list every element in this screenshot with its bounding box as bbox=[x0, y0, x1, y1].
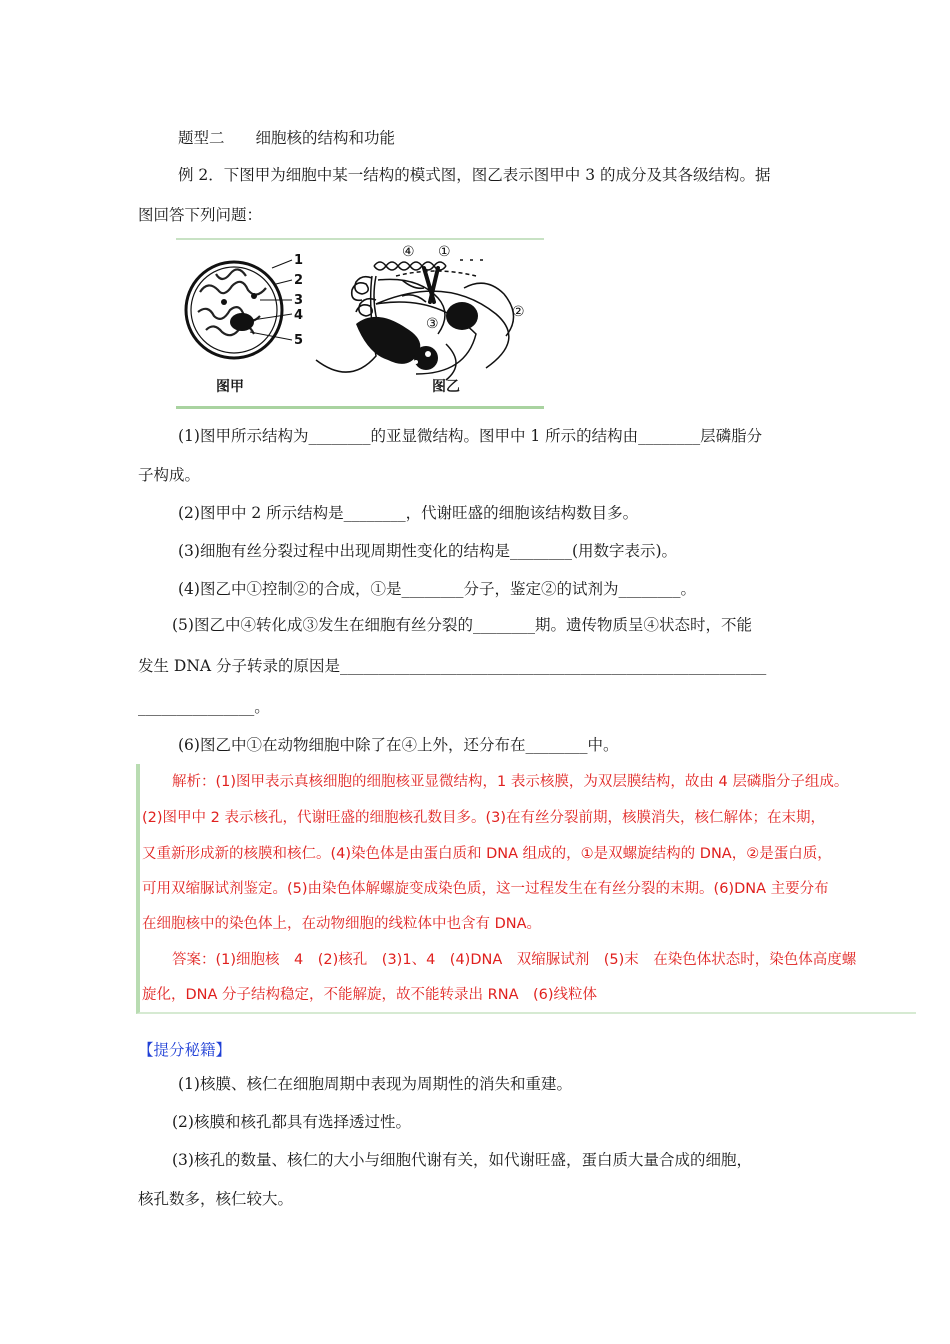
svg-text:3: 3 bbox=[294, 293, 304, 308]
question-5-line1: (5)图乙中④转化成③发生在细胞有丝分裂的________期。遗传物质呈④状态时，不能 bbox=[172, 616, 752, 634]
circled-2-label: ② bbox=[512, 304, 525, 320]
example-intro-line2: 图回答下列问题： bbox=[138, 206, 263, 224]
analysis-line: 可用双缩脲试剂鉴定。(5)由染色体解螺旋变成染色质，这一过程发生在有丝分裂的末期。(6)DNA 主要分布 bbox=[142, 881, 829, 897]
question-1-line1: (1)图甲所示结构为________的亚显微结构。图甲中 1 所示的结构由________层磷脂分 bbox=[178, 427, 763, 445]
svg-text:5: 5 bbox=[294, 333, 304, 348]
example-intro-line1: 例 2．下图甲为细胞中某一结构的模式图，图乙表示图甲中 3 的成分及其各级结构。据 bbox=[178, 166, 771, 184]
question-6: (6)图乙中①在动物细胞中除了在④上外，还分布在________中。 bbox=[178, 736, 619, 754]
svg-text:4: 4 bbox=[294, 308, 304, 323]
analysis-line: (2)图甲中 2 表示核孔，代谢旺盛的细胞核孔数目多。(3)在有丝分裂前期，核膜消失，核仁解体；在末期， bbox=[142, 810, 826, 826]
circled-4-label: ④ bbox=[402, 244, 415, 260]
circled-3-label: ③ bbox=[426, 316, 439, 332]
question-5-line3: _______________。 bbox=[138, 698, 270, 716]
question-5-line2: 发生 DNA 分子转录的原因是_______________________________________________________ bbox=[138, 657, 767, 675]
svg-text:2: 2 bbox=[294, 273, 304, 288]
analysis-line: 在细胞核中的染色体上，在动物细胞的线粒体中也含有 DNA。 bbox=[142, 916, 542, 932]
answer-line: 答案：(1)细胞核 4 (2)核孔 (3)1、4 (4)DNA 双缩脲试剂 (5)末 在染色体状态时，染色体高度螺 bbox=[172, 952, 857, 968]
question-1-line2: 子构成。 bbox=[138, 466, 201, 484]
figure-a-label: 图甲 bbox=[216, 379, 244, 395]
analysis-line: 解析：(1)图甲表示真核细胞的细胞核亚显微结构，1 表示核膜，为双层膜结构，故由 4 层磷脂分子组成。 bbox=[172, 774, 849, 790]
circled-1-label: ① bbox=[438, 244, 451, 260]
tip-2: (2)核膜和核孔都具有选择透过性。 bbox=[172, 1113, 411, 1131]
question-3: (3)细胞有丝分裂过程中出现周期性变化的结构是________(用数字表示)。 bbox=[178, 542, 678, 560]
tips-title: 【提分秘籍】 bbox=[138, 1041, 232, 1059]
tip-1: (1)核膜、核仁在细胞周期中表现为周期性的消失和重建。 bbox=[178, 1075, 572, 1093]
question-4: (4)图乙中①控制②的合成，①是________分子，鉴定②的试剂为________。 bbox=[178, 580, 696, 598]
answer-line: 旋化，DNA 分子结构稳定，不能解旋，故不能转录出 RNA (6)线粒体 bbox=[142, 987, 598, 1003]
analysis-line: 又重新形成新的核膜和核仁。(4)染色体是由蛋白质和 DNA 组成的，①是双螺旋结构的 DNA，②是蛋白质， bbox=[142, 846, 832, 862]
section-title: 题型二 细胞核的结构和功能 bbox=[178, 129, 396, 147]
tip-3-line1: (3)核孔的数量、核仁的大小与细胞代谢有关，如代谢旺盛，蛋白质大量合成的细胞， bbox=[172, 1151, 752, 1169]
question-2: (2)图甲中 2 所示结构是________，代谢旺盛的细胞该结构数目多。 bbox=[178, 504, 639, 522]
figure-b-label: 图乙 bbox=[432, 379, 460, 395]
figure-panel bbox=[176, 238, 544, 409]
tip-3-line2: 核孔数多，核仁较大。 bbox=[138, 1190, 294, 1208]
svg-text:1: 1 bbox=[294, 253, 304, 268]
